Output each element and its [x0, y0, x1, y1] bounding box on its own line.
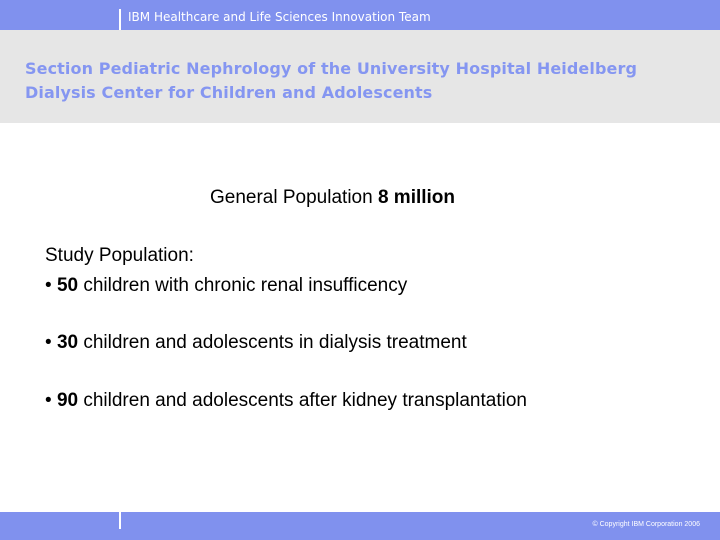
bullet-item [45, 390, 527, 412]
bullet-item [45, 275, 407, 297]
bullet-item [45, 332, 467, 354]
bullet-marker: • [45, 332, 57, 353]
copyright-notice: © Copyright IBM Corporation 2006 [592, 521, 700, 528]
bullet-marker: • [45, 275, 57, 296]
bullet-number: 90 [56, 390, 79, 411]
bullet-text: children and adolescents after kidney transplantation [78, 390, 527, 411]
team-label: IBM Healthcare and Life Sciences Innovation Team [128, 10, 431, 24]
bullet-text: children with chronic renal insufficency [78, 275, 408, 296]
header-divider [119, 9, 121, 30]
bullet-text: children and adolescents in dialysis treatment [78, 332, 467, 353]
slide-title-line-2: Dialysis Center for Children and Adolescents [25, 83, 433, 102]
bullet-number: 50 [56, 275, 79, 296]
bullet-marker: • [45, 390, 57, 411]
general-population-label: General Population [210, 187, 378, 208]
study-population-heading: Study Population: [45, 245, 194, 266]
general-population-value: 8 million [377, 187, 456, 208]
top-header-band [0, 0, 720, 30]
bullet-number: 30 [56, 332, 79, 353]
general-population [210, 187, 455, 209]
slide-title-line-1: Section Pediatric Nephrology of the University Hospital Heidelberg [25, 59, 638, 78]
title-band [0, 30, 720, 123]
footer-divider [119, 512, 121, 529]
bottom-footer-band [0, 512, 720, 540]
